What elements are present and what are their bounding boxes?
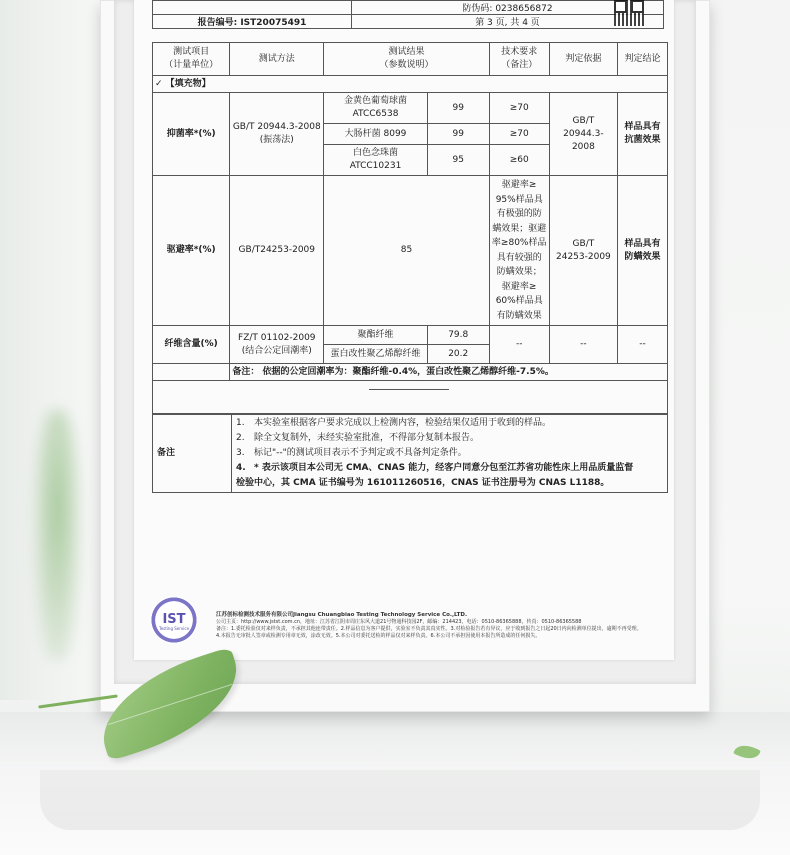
footer-line: 4.本报告无审批人签章或检测专用章无效，涂改无效。5.本公司对委托送检的样品仅对来样负责。6.本公司不承担因使用本报告所造成的任何损失。	[216, 633, 541, 639]
logo-subtitle: Testing Service	[158, 626, 190, 631]
footer-line: 公司主页：http://www.jstst.com.cn，地址：江苏省江阴市周庄东风大道21号物通科技园2F，邮编：214423，电话：0510-86365888，传真：0510-86365588	[216, 619, 582, 625]
picture-frame	[100, 0, 710, 712]
divider-row	[153, 381, 668, 414]
strain-cell: 大肠杆菌 8099	[324, 124, 428, 145]
col-header-conclusion: 判定结论	[618, 43, 668, 76]
requirement-fiber: --	[489, 326, 549, 364]
report-page	[134, 0, 674, 660]
note-item: 检验中心，其 CMA 证书编号为 161011260516，CNAS 证书注册号为 CNAS L1188。	[236, 478, 610, 488]
strain-cell: 金黄色葡萄球菌 ATCC6538	[324, 93, 428, 124]
conclusion-repellent: 样品具有 防螨效果	[618, 176, 668, 326]
note-item: 3. 标记"--"的测试项目表示不予判定或不具备判定条件。	[236, 448, 467, 458]
strain-cell: 白色念珠菌 ATCC10231	[324, 145, 428, 176]
basis-repellent: GB/T 24253-2009	[549, 176, 617, 326]
col-header-requirement: 技术要求 （备注）	[489, 43, 549, 76]
result-repellent: 85	[324, 176, 489, 326]
note-item: 4. * 表示该项目本公司无 CMA、CNAS 能力，经客户同意分包至江苏省功能性床上用品质量监督	[236, 463, 634, 473]
col-header-item: 测试项目 （计量单位）	[153, 43, 230, 76]
basis-fiber: --	[549, 326, 617, 364]
conclusion-antibacterial: 样品具有 抗菌效果	[618, 93, 668, 176]
report-number: 报告编号: IST20075491	[153, 15, 352, 29]
remark-row	[153, 364, 668, 381]
method-fiber: FZ/T 01102-2009 (结合公定回潮率)	[230, 326, 324, 364]
shelf-edge	[40, 770, 760, 830]
fiber-name-cell: 蛋白改性聚乙烯醇纤维	[324, 345, 428, 364]
requirement-cell: ≥70	[489, 93, 549, 124]
item-repellent: 驱避率*(%)	[153, 176, 230, 326]
result-cell: 99	[427, 93, 489, 124]
note-item: 1. 本实验室根据客户要求完成以上检测内容，检验结果仅适用于收到的样品。	[236, 418, 552, 428]
anti-counterfeit-code: 防伪码: 0238656872	[352, 1, 664, 15]
note-item: 2. 除全文复制外，未经实验室批准，不得部分复制本报告。	[236, 433, 480, 443]
col-header-method: 测试方法	[230, 43, 324, 76]
qr-code-icon	[614, 0, 644, 26]
table-row	[153, 176, 668, 326]
company-footer	[216, 612, 666, 640]
item-fiber: 纤维含量(%)	[153, 326, 230, 364]
table-header-row	[153, 43, 668, 76]
result-cell: 99	[427, 124, 489, 145]
conclusion-fiber: --	[618, 326, 668, 364]
divider-line	[369, 389, 449, 390]
item-antibacterial: 抑菌率*(%)	[153, 93, 230, 176]
section-row	[153, 76, 668, 93]
notes-label: 备注	[153, 415, 232, 493]
footer-line: 备注：1.委托检验仅对来样负责，不承担其他连带责任。2.样品信息为客户提供，实验室不负责其真实性。3.对检验报告若有异议，应于收到报告之日起20日内向检测单位提出，逾期不再受理。	[216, 626, 642, 632]
company-name: 江苏创标检测技术服务有限公司Jiangsu Chuangbiao Testing Technology Service Co.,LTD.	[216, 612, 468, 618]
ist-logo: IST Testing Service	[150, 596, 198, 644]
basis-antibacterial: GB/T 20944.3-2008	[549, 93, 617, 176]
remark-text: 备注： 依据的公定回潮率为：聚酯纤维-0.4%，蛋白改性聚乙烯醇纤维-7.5%。	[230, 364, 668, 381]
header-cell-empty	[153, 1, 352, 15]
table-row	[153, 93, 668, 124]
requirement-cell: ≥60	[489, 145, 549, 176]
notes-table	[152, 414, 668, 493]
section-label: ✓ 【填充物】	[153, 76, 668, 93]
table-row	[153, 326, 668, 345]
fiber-value-cell: 79.8	[427, 326, 489, 345]
frame-mat	[114, 0, 696, 684]
requirement-cell: ≥70	[489, 124, 549, 145]
requirement-repellent: 驱避率≥ 95%样品具 有极强的防 螨效果；驱避 率≥80%样品 具有较强的 防螨效果； 驱避率≥ 60%样品具 有防螨效果	[489, 176, 549, 326]
remark-spacer	[153, 364, 230, 381]
col-header-basis: 判定依据	[549, 43, 617, 76]
fiber-value-cell: 20.2	[427, 345, 489, 364]
report-header	[152, 0, 664, 29]
test-results-table	[152, 42, 668, 414]
blurred-plant	[35, 410, 80, 660]
divider-cell	[153, 381, 668, 414]
result-cell: 95	[427, 145, 489, 176]
method-repellent: GB/T24253-2009	[230, 176, 324, 326]
col-header-result: 测试结果 （参数说明）	[324, 43, 489, 76]
method-antibacterial: GB/T 20944.3-2008 (振荡法)	[230, 93, 324, 176]
notes-content	[232, 415, 668, 493]
fiber-name-cell: 聚酯纤维	[324, 326, 428, 345]
page-number: 第 3 页, 共 4 页	[352, 15, 664, 29]
